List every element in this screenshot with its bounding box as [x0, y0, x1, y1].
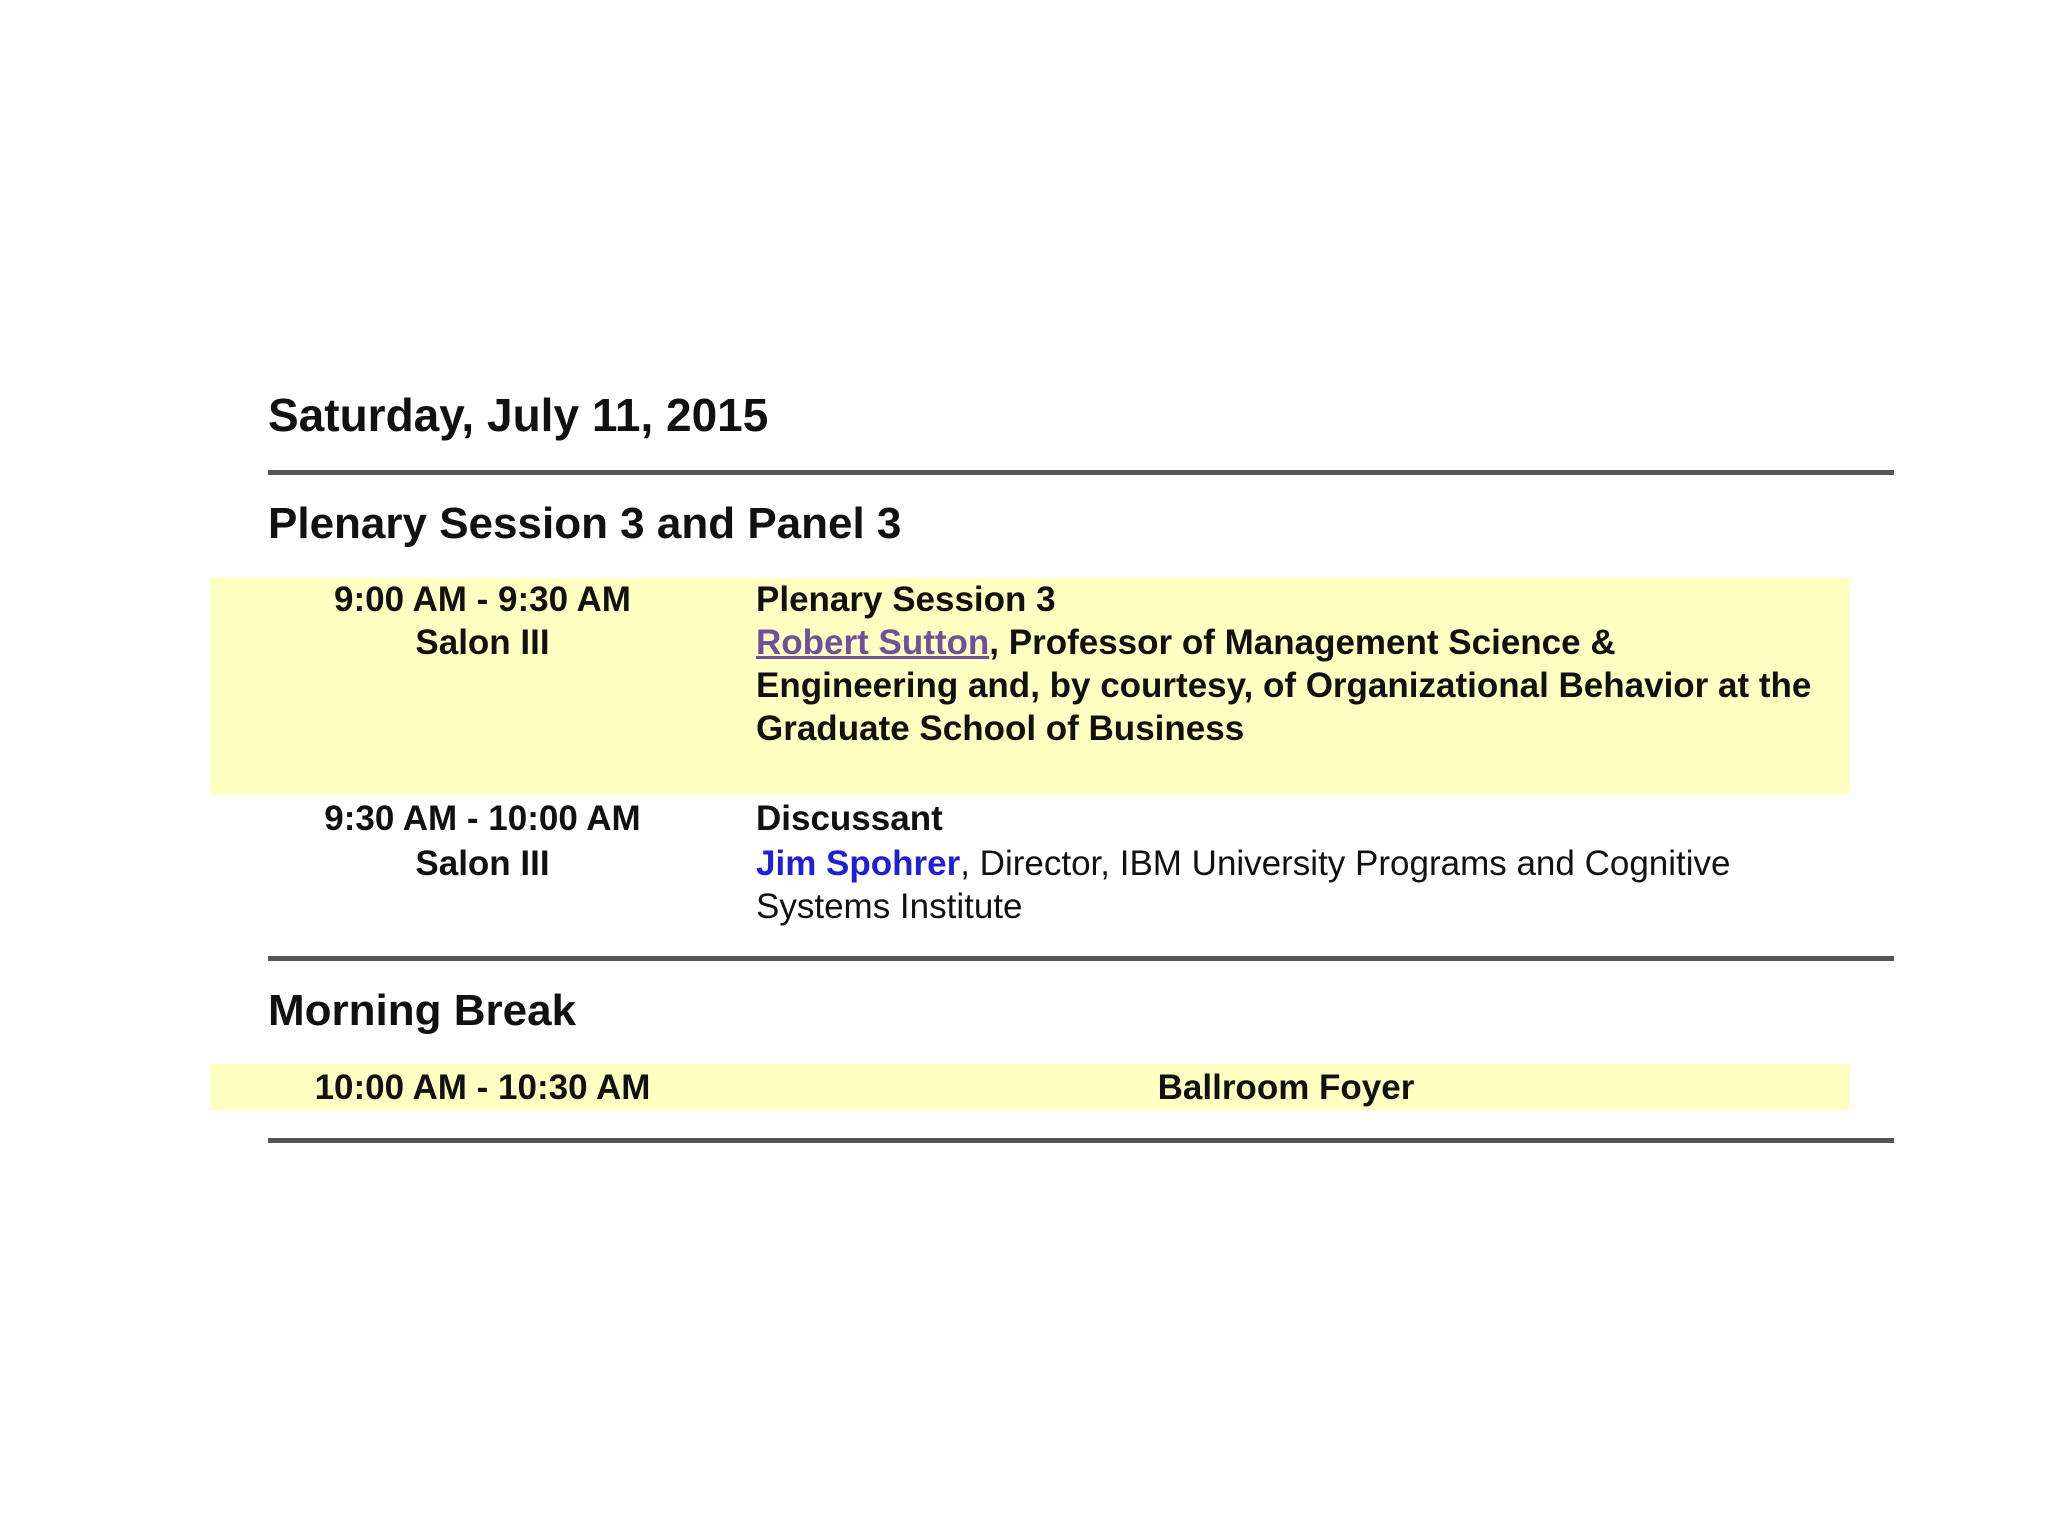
schedule-row-discussant — [210, 795, 1850, 935]
section-divider — [268, 470, 1894, 475]
session-heading: Discussant — [756, 799, 943, 838]
session-location: Salon III — [415, 844, 550, 883]
section-divider — [268, 1138, 1894, 1143]
session-location: Salon III — [415, 623, 550, 662]
break-location: Ballroom Foyer — [1157, 1068, 1415, 1107]
session-details — [756, 578, 1816, 750]
section-title-plenary: Plenary Session 3 and Panel 3 — [268, 499, 902, 548]
section-title-break: Morning Break — [268, 986, 577, 1035]
session-time: 9:00 AM - 9:30 AM — [334, 580, 631, 619]
session-details — [756, 797, 1816, 928]
schedule-row-morning-break — [210, 1064, 1850, 1110]
speaker-link-jim-spohrer[interactable]: Jim Spohrer — [756, 844, 961, 883]
session-time: 9:30 AM - 10:00 AM — [324, 799, 641, 838]
day-title: Saturday, July 11, 2015 — [268, 389, 769, 441]
speaker-description: , Professor of Management Science & Engineering and, by courtesy, of Organizational Behavior at the Graduate School of Business — [756, 623, 1812, 748]
session-heading: Plenary Session 3 — [756, 580, 1056, 619]
session-time-cell — [210, 578, 755, 664]
section-divider — [268, 956, 1894, 961]
speaker-line — [756, 621, 1816, 750]
speaker-link-robert-sutton[interactable]: Robert Sutton — [756, 623, 990, 662]
speaker-description: , Director, IBM University Programs and Cognitive Systems Institute — [756, 844, 1731, 926]
session-time-cell — [210, 797, 755, 885]
break-time: 10:00 AM - 10:30 AM — [314, 1068, 651, 1107]
schedule-row-plenary-session — [210, 578, 1850, 795]
speaker-line — [756, 842, 1816, 928]
